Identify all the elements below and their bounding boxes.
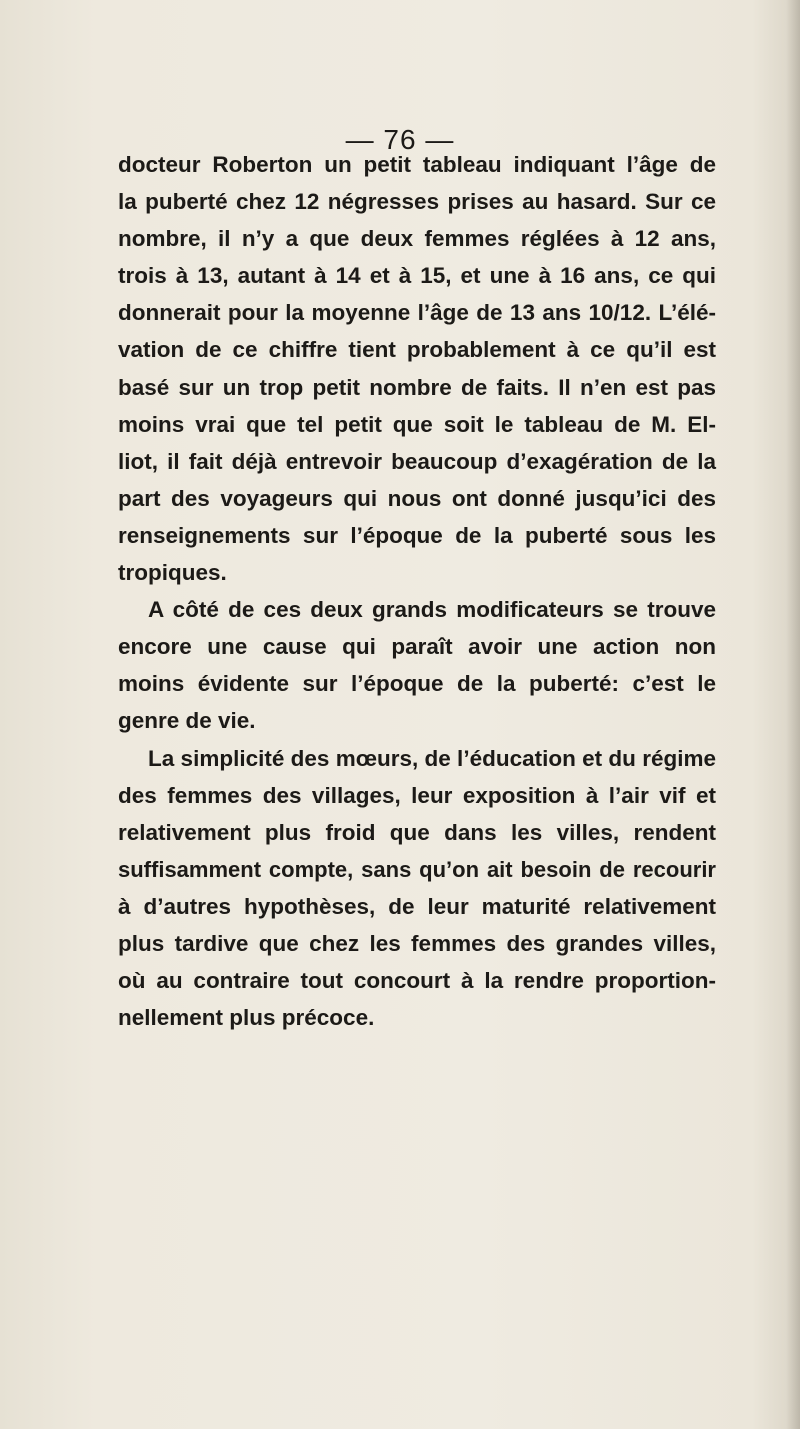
text-line: genre de vie. [118, 708, 256, 734]
text-line: moins vrai que tel petit que soit le tableau de M. El- [118, 411, 716, 437]
text-line: basé sur un trop petit nombre de faits. Il n’en est pas [118, 374, 716, 400]
text-line: tropiques. [118, 560, 227, 586]
text-line: la puberté chez 12 négresses prises au hasard. Sur ce [118, 189, 716, 215]
text-line: où au contraire tout concourt à la rendre proportion- [118, 968, 716, 994]
text-line: donnerait pour la moyenne l’âge de 13 ans 10/12. L’élé- [118, 300, 716, 326]
text-line: relativement plus froid que dans les villes, rendent [118, 819, 716, 845]
text-line: suffisamment compte, sans qu’on ait besoin de recourir [118, 856, 716, 882]
text-line: plus tardive que chez les femmes des grandes villes, [118, 930, 716, 956]
text-line: trois à 13, autant à 14 et à 15, et une à 16 ans, ce qui [118, 263, 716, 289]
text-line: moins évidente sur l’époque de la puberté: c’est le [118, 671, 716, 697]
text-line: docteur Roberton un petit tableau indiquant l’âge de [118, 152, 716, 177]
text-line: à d’autres hypothèses, de leur maturité relativement [118, 893, 716, 919]
text-line: nellement plus précoce. [118, 1005, 375, 1031]
text-line: liot, il fait déjà entrevoir beaucoup d’exagération de la [118, 448, 716, 474]
text-line: renseignements sur l’époque de la puberté sous les [118, 522, 716, 548]
page-edge-shadow [786, 0, 800, 1429]
text-line: A côté de ces deux grands modificateurs se trouve [148, 597, 716, 623]
text-line: nombre, il n’y a que deux femmes réglées à 12 ans, [118, 226, 716, 252]
text-line: des femmes des villages, leur exposition à l’air vif et [118, 782, 716, 808]
text-line: part des voyageurs qui nous ont donné jusqu’ici des [118, 485, 716, 511]
text-line: vation de ce chiffre tient probablement à ce qu’il est [118, 337, 716, 363]
body-text [118, 146, 716, 1036]
text-line: encore une cause qui paraît avoir une action non [118, 634, 716, 660]
text-line: La simplicité des mœurs, de l’éducation et du régime [148, 745, 716, 771]
page-number: — 76 — [345, 124, 455, 155]
